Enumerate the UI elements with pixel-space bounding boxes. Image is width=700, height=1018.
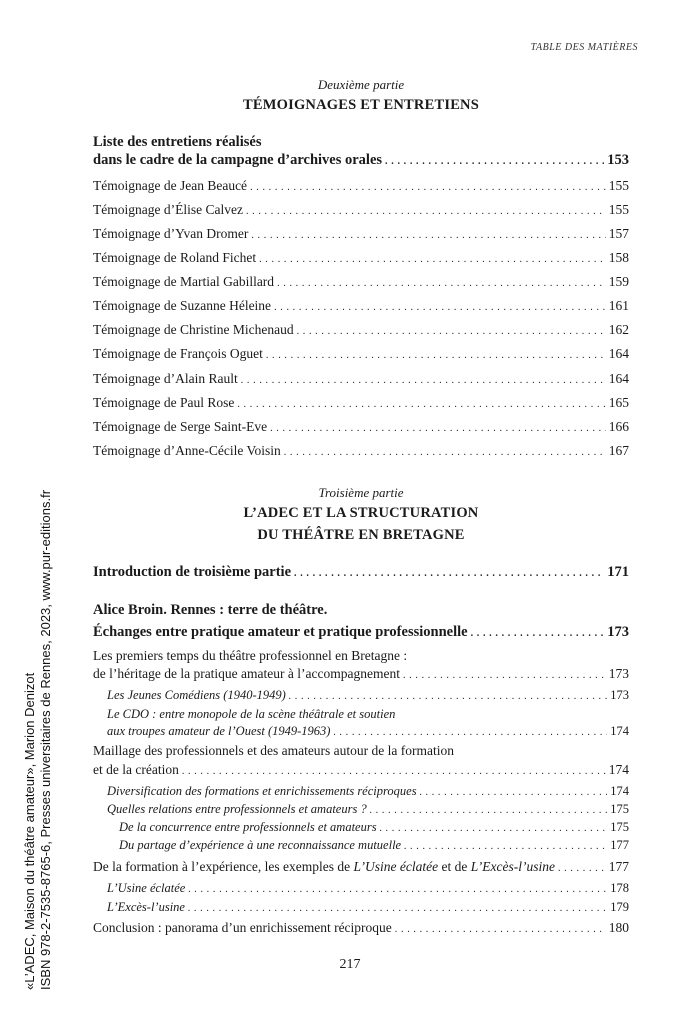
entry-label: De la concurrence entre professionnels et amateurs (119, 820, 377, 834)
entry-page: 164 (608, 371, 629, 386)
entry-label: Quelles relations entre professionnels et amateurs ? (107, 802, 367, 816)
list-heading-line1: Liste des entretiens réalisés (93, 134, 262, 150)
entry-label: de l’héritage de la pratique amateur à l’accompagnement (93, 666, 400, 681)
toc-entry-subsection[interactable] (107, 880, 629, 898)
entry-label (93, 859, 555, 875)
entry-page: 180 (608, 920, 629, 935)
entry-page: 167 (608, 443, 629, 458)
entry-label: Conclusion : panorama d’un enrichissement réciproque (93, 920, 392, 935)
toc-entry-section2[interactable] (93, 762, 629, 780)
leader-dots (385, 154, 604, 170)
entry-page: 161 (608, 298, 629, 313)
entry-label: Du partage d’expérience à une reconnaissance mutuelle (119, 838, 402, 852)
side-credit (22, 490, 54, 990)
entry-page: 173 (608, 666, 629, 681)
toc-entry-subsection[interactable] (107, 801, 629, 819)
leader-dots (289, 689, 607, 705)
toc-entry-subsection[interactable] (107, 723, 629, 741)
toc-entry[interactable] (93, 274, 629, 292)
entry-label: Témoignage de Suzanne Héleine (93, 298, 272, 313)
entry-label: Témoignage de Christine Michenaud (93, 322, 294, 337)
toc-entry-conclusion[interactable] (93, 920, 629, 938)
toc-entry[interactable] (93, 371, 629, 389)
entry-label: Témoignage de Jean Beaucé (93, 178, 248, 193)
entry-label: L’Excès-l’usine (107, 900, 185, 914)
entry-page: 164 (608, 346, 629, 361)
entry-page: 175 (610, 820, 629, 834)
entry-label: Les Jeunes Comédiens (1940-1949) (107, 688, 286, 702)
entry-page: 177 (608, 859, 629, 874)
toc-entry-introduction[interactable] (93, 564, 629, 582)
entry-label: Témoignage d’Élise Calvez (93, 202, 243, 217)
toc-entry-subsubsection[interactable] (119, 837, 629, 855)
leader-dots (420, 785, 608, 801)
entry-page: 157 (608, 226, 629, 241)
entry-label: dans le cadre de la campagne d’archives orales (93, 152, 383, 168)
part3-label: Troisième partie (318, 485, 404, 500)
side-credit-line2: ISBN 978-2-7535-8765-6, Presses universitaires de Rennes, 2023, www.pur-editions.fr (38, 489, 53, 990)
section2-line1: Maillage des professionnels et des amateurs autour de la formation (93, 743, 455, 758)
entry-page: 175 (610, 802, 629, 816)
leader-dots (274, 300, 606, 316)
entry-label: Introduction de troisième partie (93, 564, 292, 580)
toc-entry[interactable] (93, 322, 629, 340)
leader-dots (188, 882, 607, 898)
entry-label: Diversification des formations et enrichissements réciproques (107, 784, 417, 798)
entry-page: 174 (608, 762, 629, 777)
section1-line1: Les premiers temps du théâtre professionnel en Bretagne : (93, 648, 408, 663)
section3-prefix: De la formation à l’expérience, les exemples de (93, 859, 354, 874)
leader-dots (404, 839, 607, 855)
leader-dots (246, 204, 606, 220)
entry-label: aux troupes amateur de l’Ouest (1949-1963) (107, 724, 331, 738)
chapter-title-line1: Alice Broin. Rennes : terre de théâtre. (93, 602, 328, 618)
entry-label: Témoignage de Martial Gabillard (93, 274, 275, 289)
entry-page: 177 (610, 838, 629, 852)
leader-dots (471, 626, 605, 642)
section3-mid: et de (438, 859, 471, 874)
entry-page: 153 (607, 152, 629, 168)
part3-title-line1: L’ADEC ET LA STRUCTURATION (243, 505, 479, 521)
entry-page: 171 (607, 564, 629, 580)
toc-entry-subsection[interactable] (107, 899, 629, 917)
leader-dots (188, 901, 607, 917)
leader-dots (277, 276, 606, 292)
toc-entry[interactable] (93, 419, 629, 437)
part2-label: Deuxième partie (317, 77, 405, 92)
entry-label: Témoignage de Paul Rose (93, 395, 235, 410)
entry-page: 179 (610, 900, 629, 914)
toc-entry[interactable] (93, 346, 629, 364)
leader-dots (250, 180, 606, 196)
entry-page: 178 (610, 881, 629, 895)
entry-page: 162 (608, 322, 629, 337)
entry-page: 158 (608, 250, 629, 265)
leader-dots (259, 252, 606, 268)
toc-entry[interactable] (93, 178, 629, 196)
leader-dots (284, 445, 606, 461)
entry-label: Témoignage d’Yvan Dromer (93, 226, 249, 241)
subsection-line1: Le CDO : entre monopole de la scène théâtrale et soutien (107, 707, 396, 721)
entry-page: 155 (608, 202, 629, 217)
toc-entry[interactable] (93, 202, 629, 220)
entry-page: 173 (610, 688, 629, 702)
entry-label: et de la création (93, 762, 179, 777)
toc-entry-section3[interactable] (93, 859, 629, 877)
entry-page: 173 (607, 624, 629, 640)
toc-entry[interactable] (93, 226, 629, 244)
entry-label: Échanges entre pratique amateur et pratique professionnelle (93, 624, 468, 640)
entry-label: Témoignage d’Anne-Cécile Voisin (93, 443, 281, 458)
toc-entry-chapter[interactable] (93, 624, 629, 642)
entry-label: Témoignage de Roland Fichet (93, 250, 257, 265)
leader-dots (266, 348, 606, 364)
leader-dots (294, 566, 604, 582)
toc-entry[interactable] (93, 298, 629, 316)
part3-title-line2: DU THÉÂTRE EN BRETAGNE (257, 527, 465, 543)
page-number: 217 (339, 957, 361, 972)
leader-dots (395, 922, 606, 938)
part2-title: TÉMOIGNAGES ET ENTRETIENS (243, 97, 479, 113)
entry-label: Témoignage de Serge Saint-Eve (93, 419, 268, 434)
section3-title-exces: L’Excès-l’usine (470, 859, 555, 874)
leader-dots (270, 421, 606, 437)
entry-label: L’Usine éclatée (107, 881, 186, 895)
entry-page: 174 (610, 724, 629, 738)
toc-entry-subsection[interactable] (107, 687, 629, 705)
entry-label: Témoignage de François Oguet (93, 346, 263, 361)
running-header: TABLE DES MATIÈRES (530, 42, 638, 53)
toc-entry[interactable] (93, 395, 629, 413)
leader-dots (333, 725, 607, 741)
toc-entry-list-heading[interactable] (93, 152, 629, 170)
toc-entry-subsection[interactable] (107, 783, 629, 801)
entry-page: 159 (608, 274, 629, 289)
leader-dots (380, 821, 608, 837)
leader-dots (251, 228, 605, 244)
leader-dots (297, 324, 606, 340)
side-credit-line1: «L’ADEC, Maison du théâtre amateur», Marion Denizot (22, 672, 37, 990)
entry-label: Témoignage d’Alain Rault (93, 371, 238, 386)
entry-page: 166 (608, 419, 629, 434)
leader-dots (558, 861, 606, 877)
entry-page: 165 (608, 395, 629, 410)
leader-dots (241, 373, 606, 389)
leader-dots (237, 397, 605, 413)
toc-entry[interactable] (93, 250, 629, 268)
leader-dots (370, 803, 608, 819)
leader-dots (403, 668, 606, 684)
section3-title-usine: L’Usine éclatée (353, 859, 439, 874)
toc-entry-subsubsection[interactable] (119, 819, 629, 837)
leader-dots (182, 764, 606, 780)
entry-page: 155 (608, 178, 629, 193)
toc-entry[interactable] (93, 443, 629, 461)
toc-entry-section1[interactable] (93, 666, 629, 684)
entry-page: 174 (610, 784, 629, 798)
